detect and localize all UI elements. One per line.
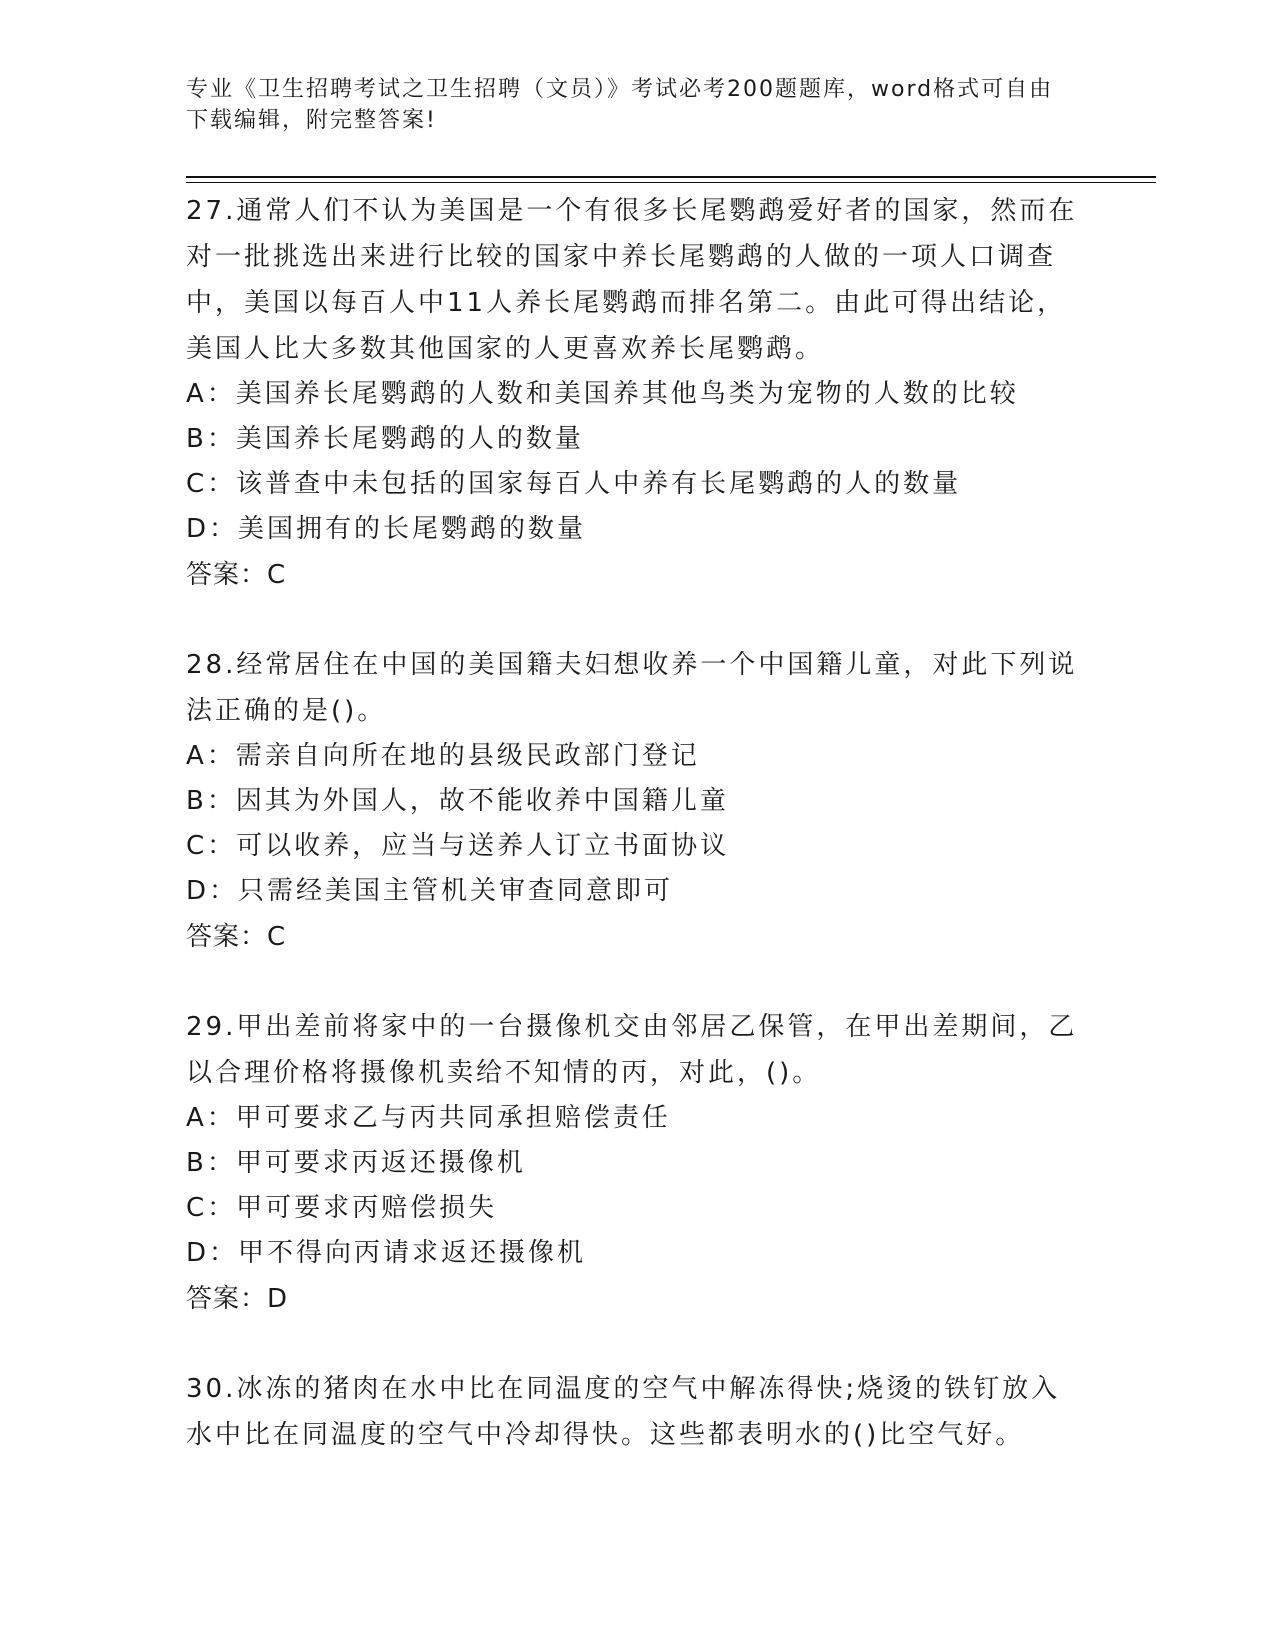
option-b: B：美国养长尾鹦鹉的人的数量	[186, 424, 584, 454]
answer-line: 答案：D	[186, 1284, 289, 1314]
option-c: C：该普查中未包括的国家每百人中养有长尾鹦鹉的人的数量	[186, 469, 962, 499]
option-b: B：甲可要求丙返还摄像机	[186, 1148, 526, 1178]
document-header: 专业《卫生招聘考试之卫生招聘（文员）》考试必考200题题库，word格式可自由下载编辑，附完整答案!	[186, 77, 1054, 133]
option-b: B：因其为外国人，故不能收养中国籍儿童	[186, 786, 729, 816]
header-divider-thick	[186, 176, 1156, 178]
question-28	[186, 642, 1086, 960]
question-stem: 30.冰冻的猪肉在水中比在同温度的空气中解冻得快;烧烫的铁钉放入水中比在同温度的空气中冷却得快。这些都表明水的()比空气好。	[186, 1374, 1061, 1450]
option-d: D：甲不得向丙请求返还摄像机	[186, 1238, 587, 1268]
option-d: D：只需经美国主管机关审查同意即可	[186, 876, 674, 906]
question-stem: 27.通常人们不认为美国是一个有很多长尾鹦鹉爱好者的国家，然而在对一批挑选出来进行比较的国家中养长尾鹦鹉的人做的一项人口调查中，美国以每百人中11人养长尾鹦鹉而排名第二。由此可得出结论，美国人比大多数其他国家的人更喜欢养长尾鹦鹉。	[186, 196, 1078, 364]
option-a: A：需亲自向所在地的县级民政部门登记	[186, 741, 700, 771]
header-divider-thin	[186, 182, 1156, 183]
question-list	[186, 188, 1086, 1502]
option-a: A：甲可要求乙与丙共同承担赔偿责任	[186, 1103, 671, 1133]
answer-line: 答案：C	[186, 922, 287, 952]
option-c: C：甲可要求丙赔偿损失	[186, 1193, 498, 1223]
question-27	[186, 188, 1086, 598]
question-stem: 29.甲出差前将家中的一台摄像机交由邻居乙保管，在甲出差期间，乙以合理价格将摄像机卖给不知情的丙，对此，()。	[186, 1012, 1078, 1088]
option-a: A：美国养长尾鹦鹉的人数和美国养其他鸟类为宠物的人数的比较	[186, 379, 1019, 409]
question-29	[186, 1004, 1086, 1322]
option-d: D：美国拥有的长尾鹦鹉的数量	[186, 514, 587, 544]
option-c: C：可以收养，应当与送养人订立书面协议	[186, 831, 730, 861]
question-stem: 28.经常居住在中国的美国籍夫妇想收养一个中国籍儿童，对此下列说法正确的是()。	[186, 650, 1078, 726]
answer-line: 答案：C	[186, 560, 287, 590]
question-30	[186, 1366, 1086, 1458]
